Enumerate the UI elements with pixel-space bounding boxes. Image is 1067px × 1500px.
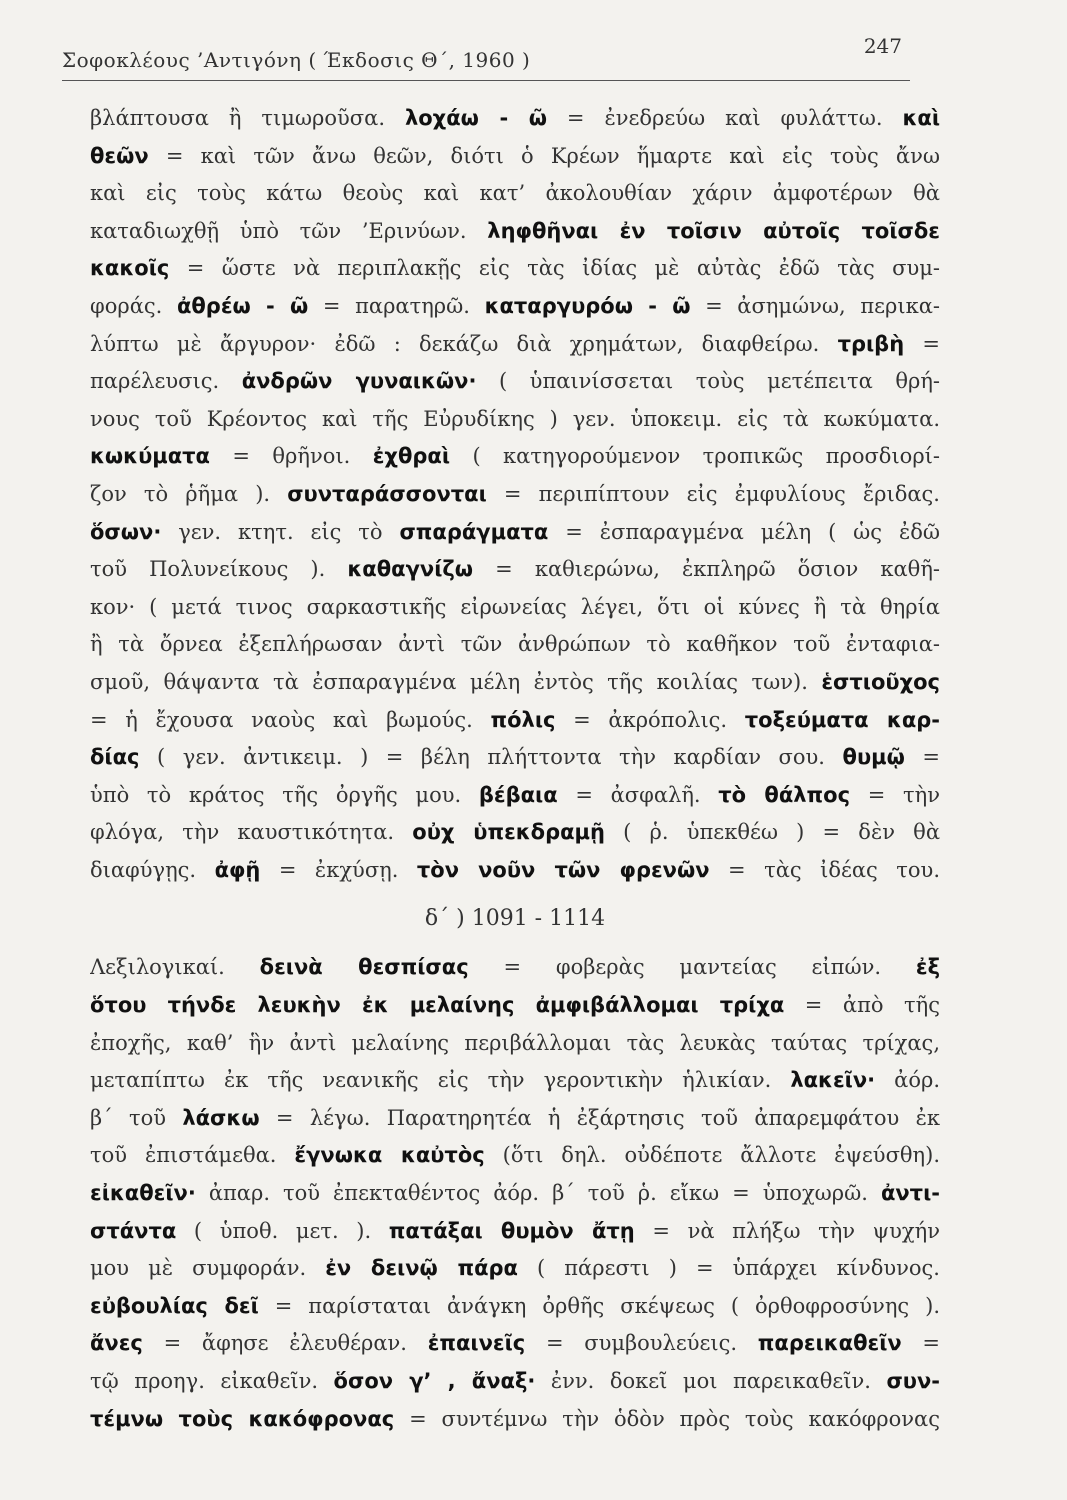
text-line bbox=[90, 949, 940, 987]
gloss: = καθιερώνω, ἐκπληρῶ ὅσιον καθῆ- bbox=[473, 557, 940, 582]
text-line bbox=[90, 401, 940, 439]
text-line bbox=[90, 1100, 940, 1138]
gloss: ( ῥ. ὑπεκθέω ) = δὲν θὰ bbox=[604, 820, 940, 845]
gloss: β΄ τοῦ bbox=[90, 1105, 183, 1130]
lemma: ἐξ bbox=[915, 955, 940, 980]
gloss: = συμβουλεύεις. bbox=[525, 1331, 758, 1356]
text-line bbox=[90, 814, 940, 852]
lemma: ἔγνωκα καὐτὸς bbox=[294, 1143, 485, 1168]
gloss: (ὅτι δηλ. οὐδέποτε ἄλλοτε ἐψεύσθη). bbox=[484, 1143, 940, 1168]
text-line bbox=[90, 1250, 940, 1288]
text-line bbox=[90, 664, 940, 702]
gloss: = ἐσπαραγμένα μέλη ( ὡς ἐδῶ bbox=[548, 519, 940, 544]
gloss: τοῦ Πολυνείκους ). bbox=[90, 557, 348, 582]
gloss: μου μὲ συμφοράν. bbox=[90, 1256, 326, 1281]
gloss: = παρίσταται ἀνάγκη ὀρθῆς σκέψεως ( ὀρθοφροσύνης ). bbox=[258, 1293, 940, 1318]
gloss: φοράς. bbox=[90, 293, 177, 318]
text-line bbox=[90, 326, 940, 364]
gloss: βλάπτουσα ἢ τιμωροῦσα. bbox=[90, 106, 405, 130]
gloss: ( γεν. ἀντικειμ. ) = βέλη πλήττοντα τὴν καρδίαν σου. bbox=[139, 745, 843, 770]
lemma: τοξεύματα καρ- bbox=[744, 707, 940, 732]
gloss: = ἀπὸ τῆς bbox=[784, 993, 940, 1018]
lemma: ἐν δεινῷ πάρα bbox=[325, 1256, 518, 1281]
text-line bbox=[90, 1363, 940, 1401]
running-header bbox=[62, 30, 910, 81]
lemma: ληφθῆναι ἐν τοῖσιν αὐτοῖς τοῖσδε bbox=[487, 218, 940, 243]
gloss: ἐποχῆς, καθ’ ἣν ἀντὶ μελαίνης περιβάλλομαι τὰς λευκὰς ταύτας τρίχας, bbox=[90, 1030, 940, 1055]
text-line bbox=[90, 213, 940, 251]
lemma: τὸν νοῦν τῶν φρενῶν bbox=[416, 857, 710, 882]
gloss: ( πάρεστι ) = ὑπάρχει κίνδυνος. bbox=[517, 1256, 940, 1281]
lemma: ἀντι- bbox=[880, 1181, 940, 1206]
text-line bbox=[90, 739, 940, 777]
lemma: ἐπαινεῖς bbox=[427, 1331, 526, 1356]
gloss: ( κατηγορούμενον τροπικῶς προσδιορί- bbox=[450, 444, 940, 469]
text-line bbox=[90, 288, 940, 326]
text-line bbox=[90, 514, 940, 552]
gloss: παρέλευσις. bbox=[90, 369, 242, 394]
gloss: ἀόρ. bbox=[875, 1068, 940, 1093]
lemma: καὶ bbox=[902, 106, 940, 130]
gloss: = bbox=[904, 745, 940, 770]
lemma: πόλις bbox=[490, 707, 556, 732]
text-line bbox=[90, 702, 940, 740]
text-line bbox=[90, 250, 940, 288]
text-line bbox=[90, 1062, 940, 1100]
gloss: μεταπίπτω ἐκ τῆς νεανικῆς εἰς τὴν γεροντικὴν ἡλικίαν. bbox=[90, 1068, 791, 1093]
gloss: ἐνν. δοκεῖ μοι παρεικαθεῖν. bbox=[535, 1369, 887, 1393]
commentary-part-1 bbox=[90, 100, 940, 889]
gloss: τῷ προηγ. εἰκαθεῖν. bbox=[90, 1369, 334, 1393]
lemma: λοχάω - ῶ bbox=[404, 106, 547, 130]
gloss: = θρῆνοι. bbox=[209, 444, 373, 469]
gloss: ( ὑπαινίσσεται τοὺς μετέπειτα θρή- bbox=[476, 369, 940, 394]
lemma: λάσκω bbox=[182, 1105, 260, 1130]
gloss: = ἄφησε ἐλευθέραν. bbox=[142, 1331, 428, 1356]
text-line bbox=[90, 138, 940, 176]
gloss: = περιπίπτουν εἰς ἐμφυλίους ἔριδας. bbox=[486, 481, 940, 506]
gloss: = bbox=[904, 331, 940, 356]
gloss: καὶ εἰς τοὺς κάτω θεοὺς καὶ κατ’ ἀκολουθίαν χάριν ἀμφοτέρων θὰ bbox=[90, 181, 940, 206]
lemma: ὅσον γ’ , ἄναξ· bbox=[333, 1369, 536, 1393]
gloss: = νὰ πλήξω τὴν ψυχήν bbox=[634, 1218, 940, 1243]
commentary-part-2 bbox=[90, 949, 940, 1438]
lemma: στάντα bbox=[90, 1218, 177, 1243]
text-line bbox=[90, 1175, 940, 1213]
lemma: τὸ θάλπος bbox=[718, 782, 851, 807]
lemma: ἀνδρῶν γυναικῶν· bbox=[241, 369, 477, 394]
gloss: νους τοῦ Κρέοντος καὶ τῆς Εὐρυδίκης ) γεν. ὑποκειμ. εἰς τὰ κωκύματα. bbox=[90, 406, 940, 431]
lemma: θυμῷ bbox=[842, 745, 905, 770]
gloss: φλόγα, τὴν καυστικότητα. bbox=[90, 820, 413, 845]
text-line bbox=[90, 626, 940, 664]
gloss: = ἀσφαλῆ. bbox=[557, 782, 719, 807]
lemma: θεῶν bbox=[90, 143, 149, 168]
lemma: ὅσων· bbox=[90, 519, 162, 544]
gloss: = καὶ τῶν ἄνω θεῶν, διότι ὁ Κρέων ἥμαρτε καὶ εἰς τοὺς ἄνω bbox=[148, 143, 940, 168]
gloss: = λέγω. Παρατηρητέα ἡ ἐξάρτησις τοῦ ἀπαρεμφάτου ἐκ bbox=[259, 1105, 940, 1130]
lemma: ἄνες bbox=[90, 1331, 143, 1356]
lemma: πατάξαι θυμὸν ἄτῃ bbox=[388, 1218, 635, 1243]
gloss: = παρατηρῶ. bbox=[308, 293, 485, 318]
gloss: ζον τὸ ῥῆμα ). bbox=[90, 481, 288, 506]
text-line bbox=[90, 589, 940, 627]
gloss: = ἐκχύσῃ. bbox=[260, 857, 417, 882]
gloss: = τὴν bbox=[850, 782, 940, 807]
lemma: οὐχ ὑπεκδραμῇ bbox=[412, 820, 605, 845]
lemma: ἀθρέω - ῶ bbox=[176, 293, 309, 318]
text-line bbox=[90, 987, 940, 1025]
gloss: καταδιωχθῇ ὑπὸ τῶν ’Ερινύων. bbox=[90, 218, 488, 243]
lemma: κακοῖς bbox=[90, 256, 170, 281]
gloss: = φοβερὰς μαντείας εἰπών. bbox=[468, 955, 916, 980]
lemma: ὅτου τήνδε λευκὴν ἐκ μελαίνης ἀμφιβάλλομαι τρίχα bbox=[90, 993, 785, 1018]
gloss: ( ὑποθ. μετ. ). bbox=[176, 1218, 389, 1243]
gloss: ἀπαρ. τοῦ ἐπεκταθέντος ἀόρ. β΄ τοῦ ῥ. εἴκω = ὑποχωρῶ. bbox=[195, 1181, 881, 1206]
lemma: εἰκαθεῖν· bbox=[90, 1181, 196, 1206]
gloss: = ἐνεδρεύω καὶ φυλάττω. bbox=[547, 106, 903, 130]
gloss: γεν. κτητ. εἰς τὸ bbox=[161, 519, 400, 544]
gloss: = ἀκρόπολις. bbox=[555, 707, 745, 732]
gloss: κον· ( μετά τινος σαρκαστικῆς εἰρωνείας λέγει, ὅτι οἱ κύνες ἢ τὰ θηρία bbox=[90, 594, 940, 619]
gloss: = ἀσημώνω, περικα- bbox=[690, 293, 940, 318]
lemma: παρεικαθεῖν bbox=[757, 1331, 902, 1356]
lemma: ἑστιοῦχος bbox=[821, 669, 940, 694]
lemma: σπαράγματα bbox=[399, 519, 549, 544]
text-line bbox=[90, 438, 940, 476]
text-line bbox=[90, 476, 940, 514]
lemma: λακεῖν· bbox=[790, 1068, 876, 1093]
gloss: = bbox=[901, 1331, 940, 1356]
page-number: 247 bbox=[863, 34, 902, 58]
gloss: τοῦ ἐπιστάμεθα. bbox=[90, 1143, 295, 1168]
lemma: δίας bbox=[90, 745, 140, 770]
section-heading: δ΄ ) 1091 - 1114 bbox=[424, 906, 606, 932]
lemma: δεινὰ θεσπίσας bbox=[259, 955, 469, 980]
text-line bbox=[90, 852, 940, 890]
gloss: σμοῦ, θάψαντα τὰ ἐσπαραγμένα μέλη ἐντὸς τῆς κοιλίας των). bbox=[90, 669, 822, 694]
gloss: λύπτω μὲ ἄργυρον· ἐδῶ : δεκάζω διὰ χρημάτων, διαφθείρω. bbox=[90, 331, 838, 356]
lemma: καθαγνίζω bbox=[347, 557, 474, 582]
gloss: = ὥστε νὰ περιπλακῇς εἰς τὰς ἰδίας μὲ αὐτὰς ἐδῶ τὰς συμ- bbox=[169, 256, 940, 281]
running-title: Σοφοκλέους ’Αντιγόνη ( Έκδοσις Θ΄, 1960 ) bbox=[62, 48, 531, 72]
lemma: εὐβουλίας δεῖ bbox=[90, 1293, 259, 1318]
lemma: συνταράσσονται bbox=[287, 481, 487, 506]
text-line bbox=[90, 1401, 940, 1439]
text-line bbox=[90, 1325, 940, 1363]
text-line bbox=[90, 100, 940, 138]
gloss: ὑπὸ τὸ κράτος τῆς ὀργῆς μου. bbox=[90, 782, 479, 807]
text-line bbox=[90, 1025, 940, 1063]
text-line bbox=[90, 363, 940, 401]
commentary-text bbox=[90, 100, 940, 1438]
lemma: ἀφῇ bbox=[214, 857, 261, 882]
gloss: = τὰς ἰδέας του. bbox=[709, 857, 940, 882]
lemma: ἐχθραὶ bbox=[372, 444, 451, 469]
gloss: διαφύγῃς. bbox=[90, 857, 215, 882]
text-line bbox=[90, 1137, 940, 1175]
lemma: κωκύματα bbox=[90, 444, 210, 469]
gloss: = συντέμνω τὴν ὁδὸν πρὸς τοὺς κακόφρονας bbox=[394, 1406, 940, 1431]
gloss: Λεξιλογικαί. bbox=[90, 955, 260, 980]
text-line bbox=[90, 777, 940, 815]
text-line bbox=[90, 1288, 940, 1326]
text-line bbox=[90, 551, 940, 589]
gloss: ἢ τὰ ὄρνεα ἐξεπλήρωσαν ἀντὶ τῶν ἀνθρώπων τὸ καθῆκον τοῦ ἐνταφια- bbox=[90, 632, 940, 657]
lemma: τριβὴ bbox=[837, 331, 905, 356]
lemma: τέμνω τοὺς κακόφρονας bbox=[90, 1406, 395, 1431]
text-line bbox=[90, 1213, 940, 1251]
gloss: = ἡ ἔχουσα ναοὺς καὶ βωμούς. bbox=[90, 707, 491, 732]
lemma: βέβαια bbox=[478, 782, 558, 807]
text-line bbox=[90, 175, 940, 213]
lemma: συν- bbox=[886, 1369, 940, 1393]
lemma: καταργυρόω - ῶ bbox=[484, 293, 691, 318]
